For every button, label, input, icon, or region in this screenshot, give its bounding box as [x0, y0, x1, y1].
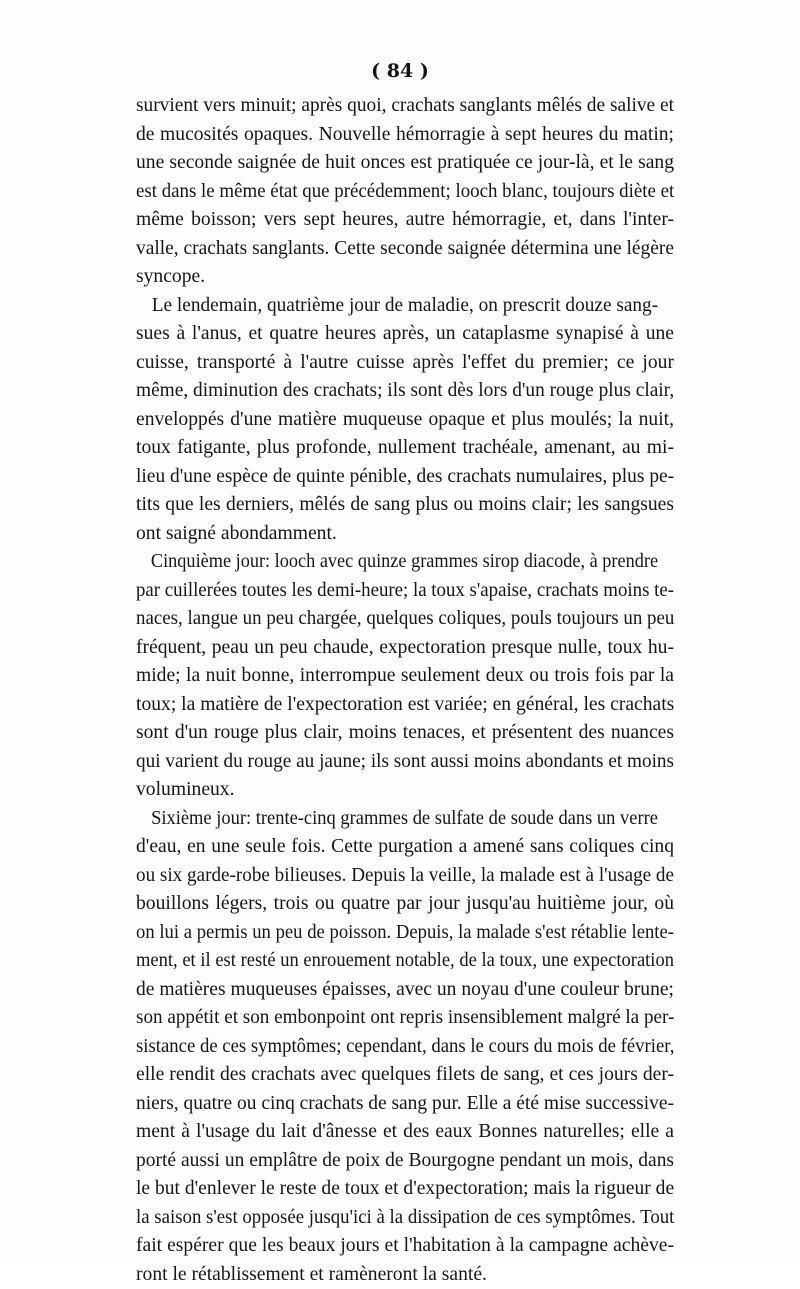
text-line: qui varient du rouge au jaune; ils sont aussi moins abondants et moins — [136, 748, 674, 777]
text-line: naces, langue un peu chargée, quelques coliques, pouls toujours un peu — [136, 605, 674, 634]
text-line: fréquent, peau un peu chaude, expectoration presque nulle, toux hu- — [136, 634, 674, 663]
text-line: Le lendemain, quatrième jour de maladie, on prescrit douze sang- — [136, 292, 658, 321]
text-line: niers, quatre ou cinq crachats de sang pur. Elle a été mise successive- — [136, 1090, 674, 1119]
text-line: bouillons légers, trois ou quatre par jour jusqu'au huitième jour, où — [136, 890, 674, 919]
text-line: on lui a permis un peu de poisson. Depuis, la malade s'est rétablie lente- — [136, 919, 674, 948]
paragraph-1 — [136, 92, 674, 292]
text-line: porté aussi un emplâtre de poix de Bourgogne pendant un mois, dans — [136, 1147, 674, 1176]
paragraph-2 — [136, 292, 674, 549]
text-line: fait espérer que les beaux jours et l'habitation à la campagne achève- — [136, 1232, 674, 1261]
text-line: ront le rétablissement et ramèneront la santé. — [136, 1261, 674, 1289]
text-line: Cinquième jour: looch avec quinze grammes sirop diacode, à prendre — [136, 548, 658, 577]
text-line: valle, crachats sanglants. Cette seconde saignée détermina une légère — [136, 235, 674, 264]
text-line: même, diminution des crachats; ils sont dès lors d'un rouge plus clair, — [136, 377, 674, 406]
text-line: enveloppés d'une matière muqueuse opaque et plus moulés; la nuit, — [136, 406, 674, 435]
paragraph-4 — [136, 805, 674, 1289]
text-line: Sixième jour: trente-cinq grammes de sulfate de soude dans un verre — [136, 805, 658, 834]
paragraph-3 — [136, 548, 674, 805]
text-line: d'eau, en une seule fois. Cette purgation a amené sans coliques cinq — [136, 833, 674, 862]
text-line: de mucosités opaques. Nouvelle hémorragie à sept heures du matin; — [136, 121, 674, 150]
text-line: mide; la nuit bonne, interrompue seulement deux ou trois fois par la — [136, 662, 674, 691]
text-line: même boisson; vers sept heures, autre hémorragie, et, dans l'inter- — [136, 206, 674, 235]
text-line: le but d'enlever le reste de toux et d'expectoration; mais la rigueur de — [136, 1175, 674, 1204]
text-line: la saison s'est opposée jusqu'ici à la dissipation de ces symptômes. Tout — [136, 1204, 674, 1233]
text-line: cuisse, transporté à l'autre cuisse après l'effet du premier; ce jour — [136, 349, 674, 378]
text-line: tits que les derniers, mêlés de sang plus ou moins clair; les sangsues — [136, 491, 674, 520]
body-text — [136, 92, 674, 1289]
text-line: ment, et il est resté un enrouement notable, de la toux, une expectoration — [136, 947, 674, 976]
text-line: ont saigné abondamment. — [136, 520, 674, 549]
text-line: une seconde saignée de huit onces est pratiquée ce jour-là, et le sang — [136, 149, 674, 178]
text-line: ment à l'usage du lait d'ânesse et des eaux Bonnes naturelles; elle a — [136, 1118, 674, 1147]
page-number: ( 84 ) — [0, 60, 800, 82]
text-line: par cuillerées toutes les demi-heure; la toux s'apaise, crachats moins te- — [136, 577, 674, 606]
text-line: sistance de ces symptômes; cependant, dans le cours du mois de février, — [136, 1033, 674, 1062]
text-line: de matières muqueuses épaisses, avec un noyau d'une couleur brune; — [136, 976, 674, 1005]
text-line: son appétit et son embonpoint ont repris insensiblement malgré la per- — [136, 1004, 674, 1033]
text-line: sues à l'anus, et quatre heures après, un cataplasme synapisé à une — [136, 320, 674, 349]
text-line: elle rendit des crachats avec quelques filets de sang, et ces jours der- — [136, 1061, 674, 1090]
text-line: ou six garde-robe bilieuses. Depuis la veille, la malade est à l'usage de — [136, 862, 674, 891]
text-line: est dans le même état que précédemment; looch blanc, toujours diète et — [136, 178, 674, 207]
text-line: survient vers minuit; après quoi, crachats sanglants mêlés de salive et — [136, 92, 674, 121]
text-line: lieu d'une espèce de quinte pénible, des crachats numulaires, plus pe- — [136, 463, 674, 492]
text-line: toux fatigante, plus profonde, nullement trachéale, amenant, au mi- — [136, 434, 674, 463]
text-line: syncope. — [136, 263, 674, 292]
text-line: volumineux. — [136, 776, 674, 805]
text-line: sont d'un rouge plus clair, moins tenaces, et présentent des nuances — [136, 719, 674, 748]
text-line: toux; la matière de l'expectoration est variée; en général, les crachats — [136, 691, 674, 720]
